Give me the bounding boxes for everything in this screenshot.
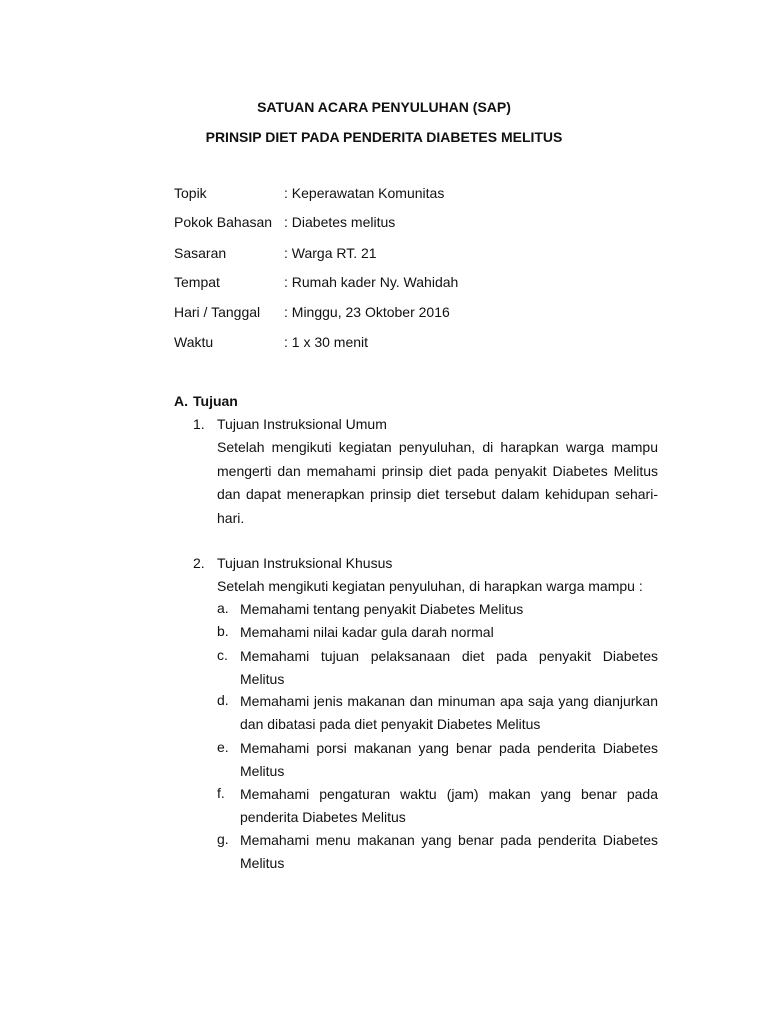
list-line: Memahami tujuan pelaksanaan diet pada penyakit Diabetes	[240, 648, 658, 664]
meta-value: : Minggu, 23 Oktober 2016	[284, 304, 450, 320]
item-intro: Setelah mengikuti kegiatan penyuluhan, di harapkan warga mampu :	[217, 578, 643, 594]
list-line: Memahami porsi makanan yang benar pada penderita Diabetes	[240, 740, 658, 756]
paragraph-line: mengerti dan memahami prinsip diet pada penyakit Diabetes Melitus	[217, 462, 658, 479]
section-heading: Tujuan	[193, 393, 238, 409]
meta-label: Waktu	[174, 334, 214, 350]
list-letter: b.	[217, 623, 229, 639]
item-number: 1.	[193, 416, 205, 432]
list-letter: a.	[217, 600, 229, 616]
list-letter: f.	[217, 785, 225, 801]
list-line: Melitus	[240, 763, 285, 779]
list-item	[240, 829, 658, 875]
section-letter: A.	[174, 393, 188, 409]
meta-label: Sasaran	[174, 245, 227, 261]
list-line: Memahami pengaturan waktu (jam) makan yang benar pada	[240, 786, 658, 802]
item-title: Tujuan Instruksional Khusus	[217, 555, 393, 571]
list-item	[240, 737, 658, 783]
list-line: penderita Diabetes Melitus	[240, 809, 406, 825]
list-letter: e.	[217, 739, 229, 755]
list-item	[240, 621, 658, 644]
list-item	[240, 783, 658, 829]
meta-value: : Warga RT. 21	[284, 245, 377, 261]
paragraph-line: hari.	[217, 509, 245, 526]
meta-value: : Diabetes melitus	[284, 214, 396, 230]
list-line: Memahami menu makanan yang benar pada penderita Diabetes	[240, 832, 658, 848]
list-letter: d.	[217, 692, 229, 708]
meta-value: : Keperawatan Komunitas	[284, 185, 445, 201]
list-line: Memahami nilai kadar gula darah normal	[240, 624, 494, 640]
list-line: Memahami jenis makanan dan minuman apa saja yang dianjurkan	[240, 693, 658, 709]
paragraph-line: dan dapat menerapkan prinsip diet tersebut dalam kehidupan sehari-	[217, 486, 658, 502]
meta-label: Topik	[174, 185, 207, 201]
list-line: Melitus	[240, 671, 285, 687]
list-letter: g.	[217, 831, 229, 847]
list-line: Memahami tentang penyakit Diabetes Melitus	[240, 601, 524, 617]
list-item	[240, 598, 658, 621]
meta-label: Tempat	[174, 274, 220, 290]
item-number: 2.	[193, 555, 205, 571]
meta-value: : 1 x 30 menit	[284, 334, 369, 350]
list-item	[240, 690, 658, 736]
list-letter: c.	[217, 647, 228, 663]
document-subtitle: PRINSIP DIET PADA PENDERITA DIABETES MELITUS	[205, 129, 563, 145]
list-line: Melitus	[240, 855, 285, 871]
item-title: Tujuan Instruksional Umum	[217, 416, 387, 432]
paragraph-line: Setelah mengikuti kegiatan penyuluhan, di harapkan warga mampu	[217, 439, 658, 455]
list-line: dan dibatasi pada diet penyakit Diabetes Melitus	[240, 716, 541, 732]
document-title: SATUAN ACARA PENYULUHAN (SAP)	[257, 99, 511, 115]
meta-label: Hari / Tanggal	[174, 304, 261, 320]
item-paragraph	[217, 436, 658, 530]
meta-value: : Rumah kader Ny. Wahidah	[284, 274, 459, 290]
list-item	[240, 645, 658, 691]
meta-label: Pokok Bahasan	[174, 214, 273, 230]
